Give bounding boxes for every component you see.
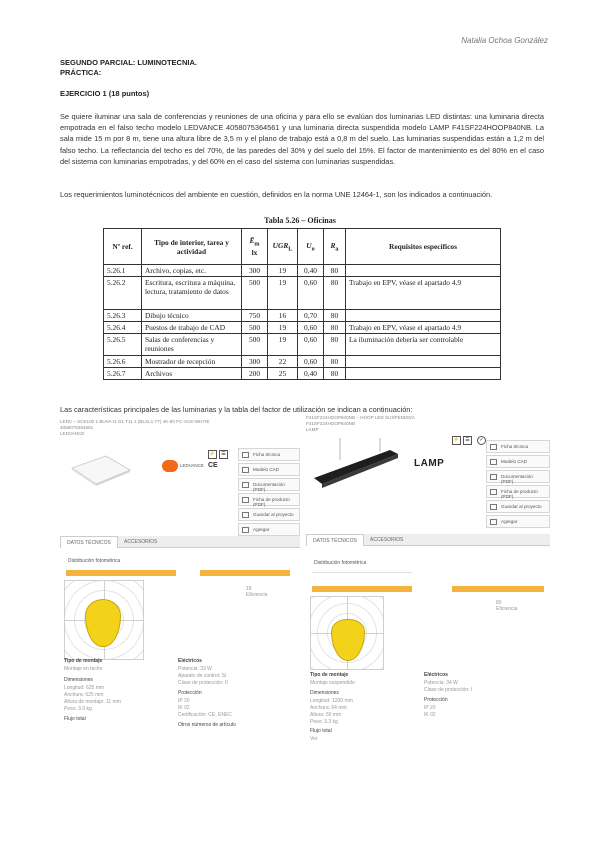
- left-brand: LEDVANCE: [180, 463, 204, 468]
- left-dist-title: Distribución fotométrica: [68, 558, 121, 564]
- author-name: Natalia Ochoa González: [461, 36, 548, 45]
- add-button[interactable]: Agregar: [486, 515, 550, 528]
- right-luminaire-image: [310, 438, 400, 504]
- tab-accessories[interactable]: ACCESORIOS: [370, 537, 404, 543]
- cell-ra: 80: [324, 356, 346, 368]
- right-label-mount: Tipo de montaje: [310, 672, 349, 678]
- requirements-table: [103, 228, 501, 380]
- left-highlight-bar: [66, 570, 176, 576]
- cad-model-button[interactable]: Modelo CAD: [238, 463, 300, 476]
- add-button[interactable]: Agregar: [238, 523, 300, 536]
- cell-em: 750: [242, 310, 268, 322]
- table-caption: Tabla 5.26 – Oficinas: [264, 216, 336, 225]
- cell-task: Dibujo técnico: [142, 310, 242, 322]
- certification-icon: ✓: [477, 436, 486, 445]
- folder-icon: [490, 504, 497, 510]
- right-tabbar: [306, 534, 550, 546]
- right-elec-class: Clase de protección: I: [424, 687, 473, 693]
- right-dist-title: Distribución fotométrica: [314, 560, 367, 566]
- cell-req: [346, 368, 501, 380]
- cell-task: Mostrador de recepción: [142, 356, 242, 368]
- cell-req: Trabajo en EPV, véase el apartado 4.9: [346, 277, 501, 310]
- table-row: [104, 310, 501, 322]
- pdf-icon: [490, 489, 497, 495]
- right-prot-ik: IK 02: [424, 712, 436, 718]
- cell-ugr: 19: [268, 277, 298, 310]
- energy-label-icon: ⚡: [209, 451, 216, 457]
- table-row: [104, 265, 501, 277]
- right-dim-weight: Peso: 3.3 kg: [310, 719, 338, 725]
- divider: [312, 572, 412, 573]
- cad-model-button[interactable]: Modelo CAD: [486, 455, 550, 468]
- right-prot-ip: IP 20: [424, 705, 436, 711]
- right-photometric-diagram: [310, 596, 384, 670]
- right-dim-length: Longitud: 1200 mm: [310, 698, 353, 704]
- left-prot-ik: IK 02: [178, 705, 190, 711]
- cell-ugr: 25: [268, 368, 298, 380]
- cell-ref: 5.26.2: [104, 277, 142, 310]
- table-row: [104, 277, 501, 310]
- product-sheet-button[interactable]: Ficha de producto (PDF): [486, 485, 550, 498]
- cell-ref: 5.26.6: [104, 356, 142, 368]
- left-header-line3: LEDVANCE: [60, 431, 85, 436]
- cell-em: 200: [242, 368, 268, 380]
- cell-req: Trabajo en EPV, véase el apartado 4.9: [346, 322, 501, 334]
- tab-accessories[interactable]: ACCESORIOS: [124, 539, 158, 545]
- document-icon: [242, 452, 249, 458]
- cell-uo: 0,60: [298, 334, 324, 356]
- left-photometric-panel: [60, 556, 300, 746]
- right-label-flux: Flujo total: [310, 728, 332, 734]
- table-row: [104, 368, 501, 380]
- left-elec-driver: Aparato de control: Sí: [178, 673, 227, 679]
- left-label-mount: Tipo de montaje: [64, 658, 103, 664]
- pdf-icon: [242, 482, 249, 488]
- header-requirements: Requisitos específicos: [346, 229, 501, 265]
- ledvance-logo-icon: [162, 460, 178, 472]
- left-dim-width: Anchura: 625 mm: [64, 692, 104, 698]
- cell-ref: 5.26.5: [104, 334, 142, 356]
- left-elec-power: Potencia: 33 W: [178, 666, 212, 672]
- right-header-line3: LAMP: [306, 427, 319, 432]
- left-tabbar: [60, 536, 300, 548]
- table-row: [104, 356, 501, 368]
- right-value-b: Eficiencia: [496, 606, 518, 612]
- ce-mark: CE: [208, 462, 218, 469]
- right-label-dimensions: Dimensiones: [310, 690, 339, 696]
- left-elec-class: Clase de protección: II: [178, 680, 228, 686]
- right-value-a: 80: [496, 600, 502, 606]
- left-luminaire-card: [60, 418, 300, 548]
- left-label-flux: Flujo total: [64, 716, 86, 722]
- tab-technical-data[interactable]: DATOS TÉCNICOS: [60, 536, 118, 548]
- cell-ref: 5.26.7: [104, 368, 142, 380]
- right-elec-power: Potencia: 34 W: [424, 680, 458, 686]
- cell-ref: 5.26.4: [104, 322, 142, 334]
- cell-uo: 0,70: [298, 310, 324, 322]
- cell-ra: 80: [324, 310, 346, 322]
- right-luminaire-card: [306, 414, 550, 546]
- cell-uo: 0,60: [298, 356, 324, 368]
- cell-em: 500: [242, 334, 268, 356]
- cell-ugr: 22: [268, 356, 298, 368]
- cell-ugr: 16: [268, 310, 298, 322]
- cell-req: [346, 310, 501, 322]
- left-label-other: Otros números de artículo: [178, 722, 236, 728]
- table-row: [104, 334, 501, 356]
- cell-em: 500: [242, 322, 268, 334]
- left-value-a: 18: [246, 586, 252, 592]
- add-icon: [242, 527, 249, 533]
- cell-task: Puestos de trabajo de CAD: [142, 322, 242, 334]
- cad-icon: [490, 459, 497, 465]
- documentation-button[interactable]: Documentación (PDF): [486, 470, 550, 483]
- cell-uo: 0,60: [298, 322, 324, 334]
- table-header-row: [104, 229, 501, 265]
- requirements-paragraph: Los requerimientos luminotécnicos del ambiente en cuestión, definidos en la norma UNE 12464-1, son los indicados a continuación.: [60, 190, 493, 199]
- left-mount-value: Montaje en techo: [64, 666, 103, 672]
- save-project-button[interactable]: Guardar al proyecto: [486, 500, 550, 513]
- cell-task: Salas de conferencias y reuniones: [142, 334, 242, 356]
- add-icon: [490, 519, 497, 525]
- cell-req: La iluminación debería ser controlable: [346, 334, 501, 356]
- right-dim-height: Altura: 50 mm: [310, 712, 342, 718]
- left-prot-cert: Certificación: CE, ENEC: [178, 712, 232, 718]
- document-icon: [490, 444, 497, 450]
- cell-ra: 80: [324, 265, 346, 277]
- folder-icon: [242, 512, 249, 518]
- energy-label-icon: ☰: [463, 436, 472, 445]
- left-dim-height: Altura de montaje: 11 mm: [64, 699, 121, 705]
- cell-uo: 0,40: [298, 368, 324, 380]
- left-header-line1: LEDV – SCE100 1 BUVA-I1 D1 T11 1 (BLXL1-77) 4K-60 FC-ACE-WHITE: [60, 419, 210, 424]
- statement-paragraph: Se quiere iluminar una sala de conferencias y reuniones de una oficina y para ello se evalúan dos luminarias LED distintas: una luminaria directa empotrada en el falso techo modelo LEDVANCE 4058075364561 y una luminaria directa suspendida modelo LAMP F41SF224HOOP840NB. La sala mide 15 m por 8 m, tiene una altura libre de 3,5 m y el plano de trabajo está a 0,8 m del suelo. Las luminarias suspendidas están a 1,2 m del falso techo. La reflectancia del techo es del 70%, de las paredes del 30% y del suelo del 15%. El factor de mantenimiento es del 80% en el caso del sistema con luminarias empotradas, y del 60% en el caso del sistema con luminarias suspendidas.: [60, 112, 544, 166]
- right-brand-logo: LAMP: [414, 458, 445, 469]
- left-label-protection: Protección: [178, 690, 202, 696]
- documentation-button[interactable]: Documentación (PDF): [238, 478, 300, 491]
- header-task: Tipo de interior, tarea y actividad: [142, 229, 242, 265]
- document-subtitle: PRÁCTICA:: [60, 68, 102, 77]
- right-highlight-bar: [452, 586, 544, 592]
- cell-ugr: 19: [268, 265, 298, 277]
- cell-ra: 80: [324, 322, 346, 334]
- header-ra: $R_a$: [324, 229, 346, 265]
- datasheet-button[interactable]: Ficha técnica: [486, 440, 550, 453]
- cell-uo: 0,40: [298, 265, 324, 277]
- left-label-dimensions: Dimensiones: [64, 677, 93, 683]
- cell-ra: 80: [324, 277, 346, 310]
- left-prot-ip: IP 20: [178, 698, 190, 704]
- header-uo: $U_o$: [298, 229, 324, 265]
- pdf-icon: [490, 474, 497, 480]
- left-header-line2: 4058075364561: [60, 425, 94, 430]
- right-flux-value: Ver: [310, 736, 318, 742]
- cell-req: [346, 265, 501, 277]
- cell-em: 300: [242, 265, 268, 277]
- left-label-electrical: Eléctricos: [178, 658, 202, 664]
- right-dim-width: Anchura: 64 mm: [310, 705, 347, 711]
- energy-label-icon: ⚡: [453, 437, 460, 443]
- cell-task: Archivos: [142, 368, 242, 380]
- cell-ra: 80: [324, 334, 346, 356]
- right-light-distribution-shape: [331, 619, 365, 661]
- cell-uo: 0,60: [298, 277, 324, 310]
- left-light-distribution-shape: [85, 599, 121, 647]
- right-header-line1: F41SF224HOOP840NB – HOOP LED SUSPENDIDA: [306, 415, 415, 420]
- left-photometric-diagram: [64, 580, 144, 660]
- datasheet-button[interactable]: Ficha técnica: [238, 448, 300, 461]
- document-title: SEGUNDO PARCIAL: LUMINOTECNIA.: [60, 58, 197, 67]
- left-highlight-bar: [200, 570, 290, 576]
- cell-ra: 80: [324, 368, 346, 380]
- left-luminaire-image: [66, 444, 132, 500]
- energy-label-icon: ☰: [219, 450, 228, 459]
- right-mount-value: Montaje suspendido: [310, 680, 355, 686]
- right-label-electrical: Eléctricos: [424, 672, 448, 678]
- left-dim-weight: Peso: 3.0 kg: [64, 706, 92, 712]
- header-ugr: $UGR_L$: [268, 229, 298, 265]
- cell-ugr: 19: [268, 322, 298, 334]
- header-ref: Nº ref.: [104, 229, 142, 265]
- table-row: [104, 322, 501, 334]
- cell-task: Escritura, escritura a máquina, lectura, tratamiento de datos: [142, 277, 242, 310]
- right-photometric-panel: [306, 556, 550, 746]
- exercise-heading: EJERCICIO 1 (18 puntos): [60, 89, 150, 98]
- cell-em: 500: [242, 277, 268, 310]
- tab-technical-data[interactable]: DATOS TÉCNICOS: [306, 534, 364, 546]
- left-dim-length: Longitud: 625 mm: [64, 685, 105, 691]
- cad-icon: [242, 467, 249, 473]
- cell-ref: 5.26.3: [104, 310, 142, 322]
- right-highlight-bar: [312, 586, 412, 592]
- right-header-line2: F41SF224HOOP840NB: [306, 421, 356, 426]
- save-project-button[interactable]: Guardar al proyecto: [238, 508, 300, 521]
- header-em: $Ē_m$ lx: [242, 229, 268, 265]
- pdf-icon: [242, 497, 249, 503]
- cell-req: [346, 356, 501, 368]
- cell-em: 300: [242, 356, 268, 368]
- cell-task: Archivo, copias, etc.: [142, 265, 242, 277]
- right-label-protection: Protección: [424, 697, 448, 703]
- cell-ugr: 19: [268, 334, 298, 356]
- product-sheet-button[interactable]: Ficha de producto (PDF): [238, 493, 300, 506]
- luminaires-paragraph: Las características principales de las luminarias y la tabla del factor de utilización se indican a continuación:: [60, 405, 413, 414]
- left-value-b: Eficiencia: [246, 592, 268, 598]
- cell-ref: 5.26.1: [104, 265, 142, 277]
